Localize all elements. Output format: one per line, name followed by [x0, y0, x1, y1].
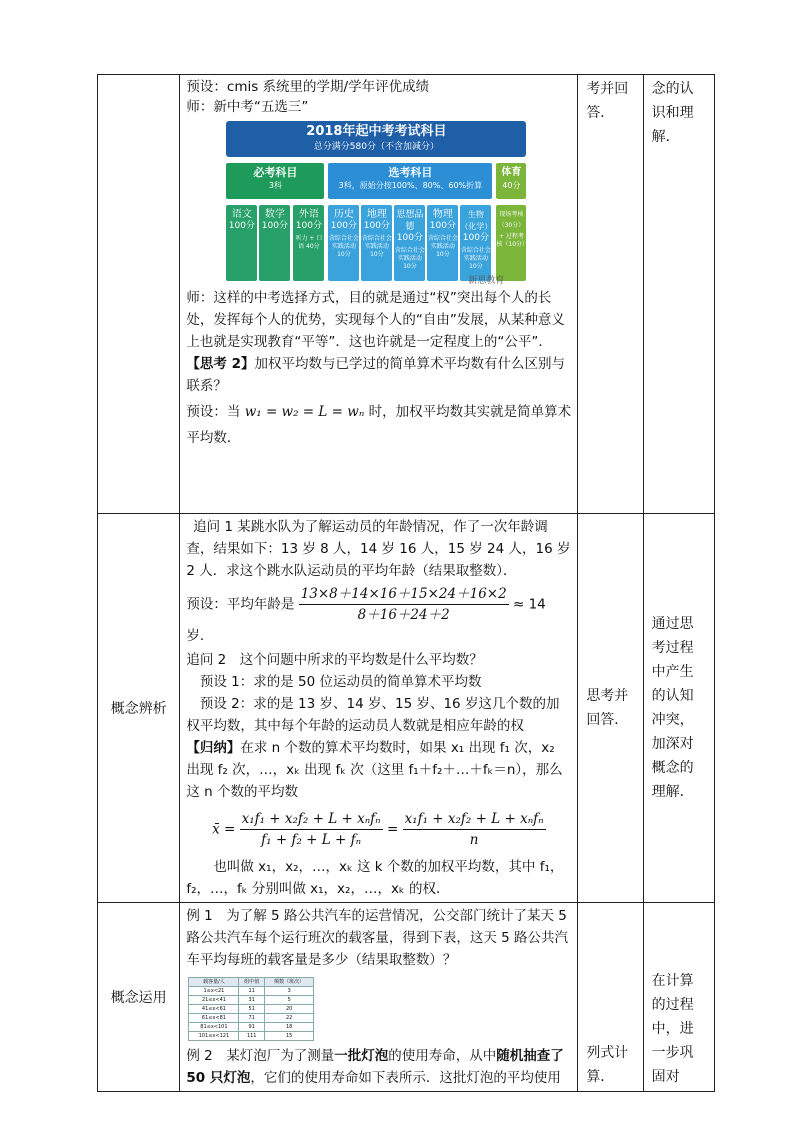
subject-math: 数学 100分: [259, 205, 290, 281]
summary: 【归纳】在求 n 个数的算术平均数时，如果 x₁ 出现 f₁ 次，x₂ 出现 f₂ 次，…，xₖ 出现 fₖ 次（这里 f₁＋f₂＋…＋fₖ＝n），那么这 n 个数的平均数: [186, 740, 563, 800]
design-intent-cell: 念的认识和理解．: [643, 75, 714, 514]
follow-up-2: 追问 2 这个问题中所求的平均数是什么平均数？: [186, 652, 483, 668]
subject-biology: 生物（化学） 100分 含综合社会实践活动10分: [460, 205, 491, 281]
subject-english: 外语 100分 听力 + 口语 40分: [293, 205, 324, 281]
subject-chinese: 语文 100分: [226, 205, 257, 281]
weighted-formula: x̄ = $\frac{\text{x₁f₁ + x₂f₂ + L + xₙfₙ}}{\text{f₁ + f₂ + L + fₙ}}$ = $\frac{\text{x₁f₁ + x₂f₂ + L + xₙfₙ}}{n}$: [212, 811, 544, 848]
follow-up-1: 追问 1 某跳水队为了解运动员的年龄情况，作了一次年龄调查，结果如下：13 岁 8 人，14 岁 16 人，15 岁 24 人，16 岁 2 人．求这个跳水队运动员的平均年龄（结果取整数）．: [186, 519, 571, 579]
teaching-content-cell: [180, 514, 578, 903]
preset-answer-1: 预设 1：求的是 50 位运动员的简单算术平均数: [199, 674, 482, 690]
example-1: 例 1 为了解 5 路公共汽车的运营情况，公交部门统计了某天 5 路公共汽车每个运行班次的载客量，得到下表，这天 5 路公共汽车平均每班的载客量是多少（结果取整数）？: [186, 908, 569, 968]
row-label-empty: [98, 75, 180, 514]
passenger-table: 载客量/人 组中值 频数（班次） 1≤x<21 11 3 21≤x<41 31 5 41≤x<61 51 20 61≤x<81 71 22 81≤x<101 91 18 101≤x<121 111 15: [188, 977, 314, 1041]
teaching-content-cell: [180, 903, 578, 1092]
lesson-plan-table: [97, 74, 715, 1092]
teacher-explanation: 师：这样的中考选择方式，目的就是通过“权”突出每个人的长处，发挥每个人的优势，实现每个人的“自由”发展，从某种意义上也就是实现教育“平等”．这也许就是一定程度上的“公平”．: [186, 290, 565, 350]
required-block: 必考科目 3科: [226, 163, 324, 199]
table-row: [98, 903, 715, 1092]
think-2: 【思考 2】加权平均数与已学过的简单算术平均数有什么区别与联系？: [186, 356, 565, 394]
exam-subjects-image: [226, 121, 529, 286]
elective-block: 选考科目 3科，原始分按100%、80%、60%折算: [328, 163, 492, 199]
student-activity-cell: 思考并回答．: [578, 514, 643, 903]
subject-geography: 地理 100分 含综合社会实践活动10分: [361, 205, 392, 281]
subject-pe: 现场考核 （30分） + 过程考核（10分）: [496, 205, 526, 281]
row-label-concept-analysis: 概念辨析: [98, 514, 180, 903]
preset-text: 预设：cmis 系统里的学期/学年评优成绩: [186, 79, 430, 95]
subject-morality: 思想品德 100分 含综合社会实践活动10分: [394, 205, 425, 281]
student-activity-cell: 考并回答．: [578, 75, 643, 514]
pe-block: 体育 40分: [496, 163, 526, 199]
table-row: [98, 514, 715, 903]
preset-average-age: 预设：平均年龄是 $\frac{13\times 8+14\times 16+15\times 24+16\times 2}{8+16+24+2}$ ≈ 14 岁．: [186, 586, 546, 644]
exam-header: [226, 121, 526, 157]
weighted-definition: 也叫做 x₁，x₂，…，xₖ 这 k 个数的加权平均数，其中 f₁，f₂，…，fₖ 分别叫做 x₁，x₂，…，xₖ 的权．: [186, 859, 564, 897]
row-label-concept-application: 概念运用: [98, 903, 180, 1092]
watermark-text: 新思教育: [468, 276, 505, 286]
design-intent-cell: 在计算的过程中，进一步巩固对: [643, 903, 714, 1092]
subject-physics: 物理 100分 含综合社会实践活动10分: [427, 205, 458, 281]
teacher-text: 师：新中考“五选三”: [186, 99, 309, 115]
teaching-content-cell: [180, 75, 578, 514]
preset-2: 预设：当 w₁ = w₂ = L = wₙ 时，加权平均数其实就是简单算术平均数．: [186, 404, 572, 446]
student-activity-cell: 列式计算．: [578, 903, 643, 1092]
example-2: 例 2 某灯泡厂为了测量一批灯泡的使用寿命，从中随机抽查了 50 只灯泡，它们的使用寿命如下表所示．这批灯泡的平均使用: [186, 1048, 564, 1086]
preset-answer-2: 预设 2：求的是 13 岁、14 岁、15 岁、16 岁这几个数的加权平均数，其中每个年龄的运动员人数就是相应年龄的权: [186, 696, 560, 734]
table-row: [98, 75, 715, 514]
exam-title: 2018年起中考考试科目: [306, 124, 447, 139]
fraction: $\frac{13\times 8+14\times 16+15\times 24+16\times 2}{8+16+24+2}$: [300, 586, 507, 623]
exam-subtitle: 总分满分580分（不含加减分）: [313, 142, 439, 152]
subject-history: 历史 100分 含综合社会实践活动10分: [328, 205, 359, 281]
design-intent-cell: 通过思考过程中产生的认知冲突，加深对概念的理解．: [643, 514, 714, 903]
